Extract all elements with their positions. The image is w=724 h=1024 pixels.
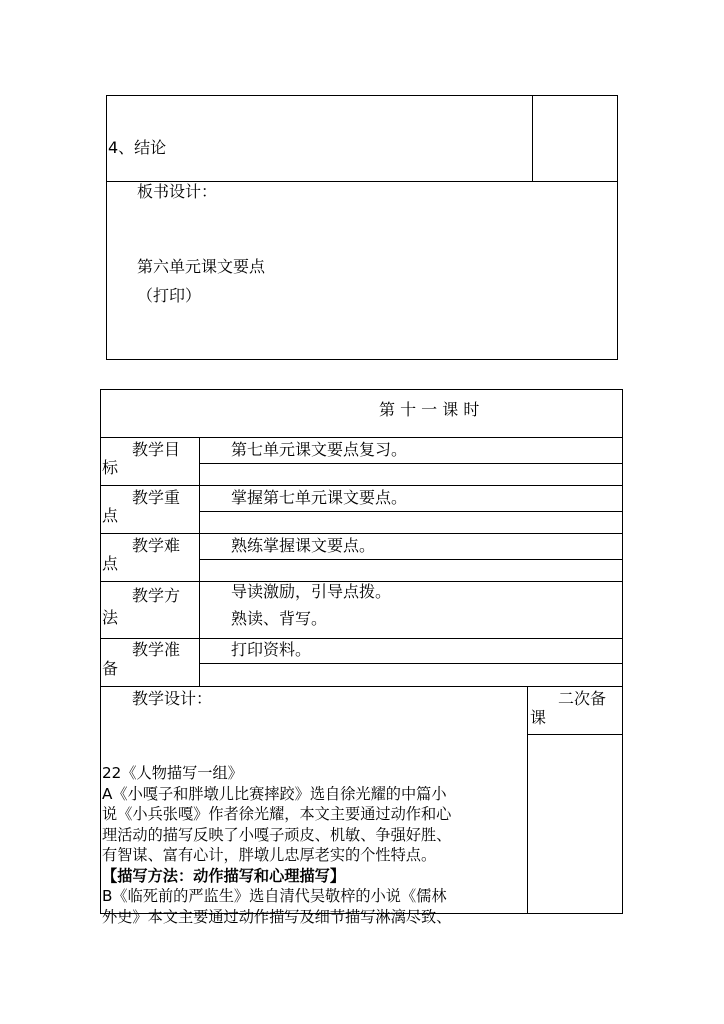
objective-text: 第七单元课文要点复习。: [231, 440, 408, 459]
table-border: [199, 437, 200, 687]
design-line: 理活动的描写反映了小嘎子顽皮、机敏、争强好胜、: [102, 825, 452, 844]
preparation-label: 教学准: [132, 640, 181, 659]
method-label-cont: 法: [102, 608, 119, 627]
method-label: 教学方: [132, 586, 181, 605]
design-line: B《临死前的严监生》选自清代吴敬梓的小说《儒林: [102, 887, 447, 905]
difficulty-text: 熟练掌握课文要点。: [231, 536, 376, 555]
conclusion-step: 4、结论: [108, 138, 167, 157]
table-border: [100, 389, 623, 390]
board-design-note: （打印）: [137, 286, 202, 305]
preparation-label-cont: 备: [102, 659, 119, 678]
table-border: [622, 389, 623, 914]
table-border: [200, 559, 623, 560]
design-line: 外史》本文主要通过动作描写及细节描写淋漓尽致、: [102, 907, 452, 926]
design-line: 22《人物描写一组》: [102, 764, 243, 782]
second-prep-label: 二次备: [558, 689, 607, 708]
table-border: [100, 638, 623, 639]
method-text-2: 熟读、背写。: [231, 609, 328, 628]
table-border: [100, 437, 623, 438]
difficulty-label-cont: 点: [102, 554, 119, 573]
preparation-text: 打印资料。: [231, 640, 312, 659]
design-line: A《小嘎子和胖墩儿比赛摔跤》选自徐光耀的中篇小: [102, 784, 447, 803]
objective-label: 教学目: [132, 440, 181, 459]
design-content: [102, 763, 527, 927]
table-border: [100, 389, 101, 914]
table-border: [200, 463, 623, 464]
table-border: [527, 734, 623, 735]
key-point-label-cont: 点: [102, 506, 119, 525]
table-border: [200, 663, 623, 664]
second-prep-label-cont: 课: [530, 708, 547, 727]
board-design-title: 第六单元课文要点: [137, 257, 266, 276]
objective-label-cont: 标: [102, 458, 119, 477]
table-border: [527, 686, 528, 914]
table-border: [100, 686, 623, 687]
key-point-text: 掌握第七单元课文要点。: [231, 488, 408, 507]
table-border: [100, 533, 623, 534]
lesson-title: 第 十 一 课 时: [379, 400, 480, 419]
table-border: [200, 511, 623, 512]
design-line: 【描写方法：动作描写和心理描写】: [102, 866, 345, 885]
difficulty-label: 教学难: [132, 536, 181, 555]
design-line: 有智谋、富有心计，胖墩儿忠厚老实的个性特点。: [102, 846, 437, 864]
design-label: 教学设计：: [132, 689, 213, 708]
method-text-1: 导读激励，引导点拨。: [231, 582, 392, 601]
key-point-label: 教学重: [132, 488, 181, 507]
design-line: 说《小兵张嘎》作者徐光耀，本文主要通过动作和心: [102, 805, 452, 823]
board-design-label: 板书设计：: [137, 182, 218, 201]
table-border: [100, 485, 623, 486]
